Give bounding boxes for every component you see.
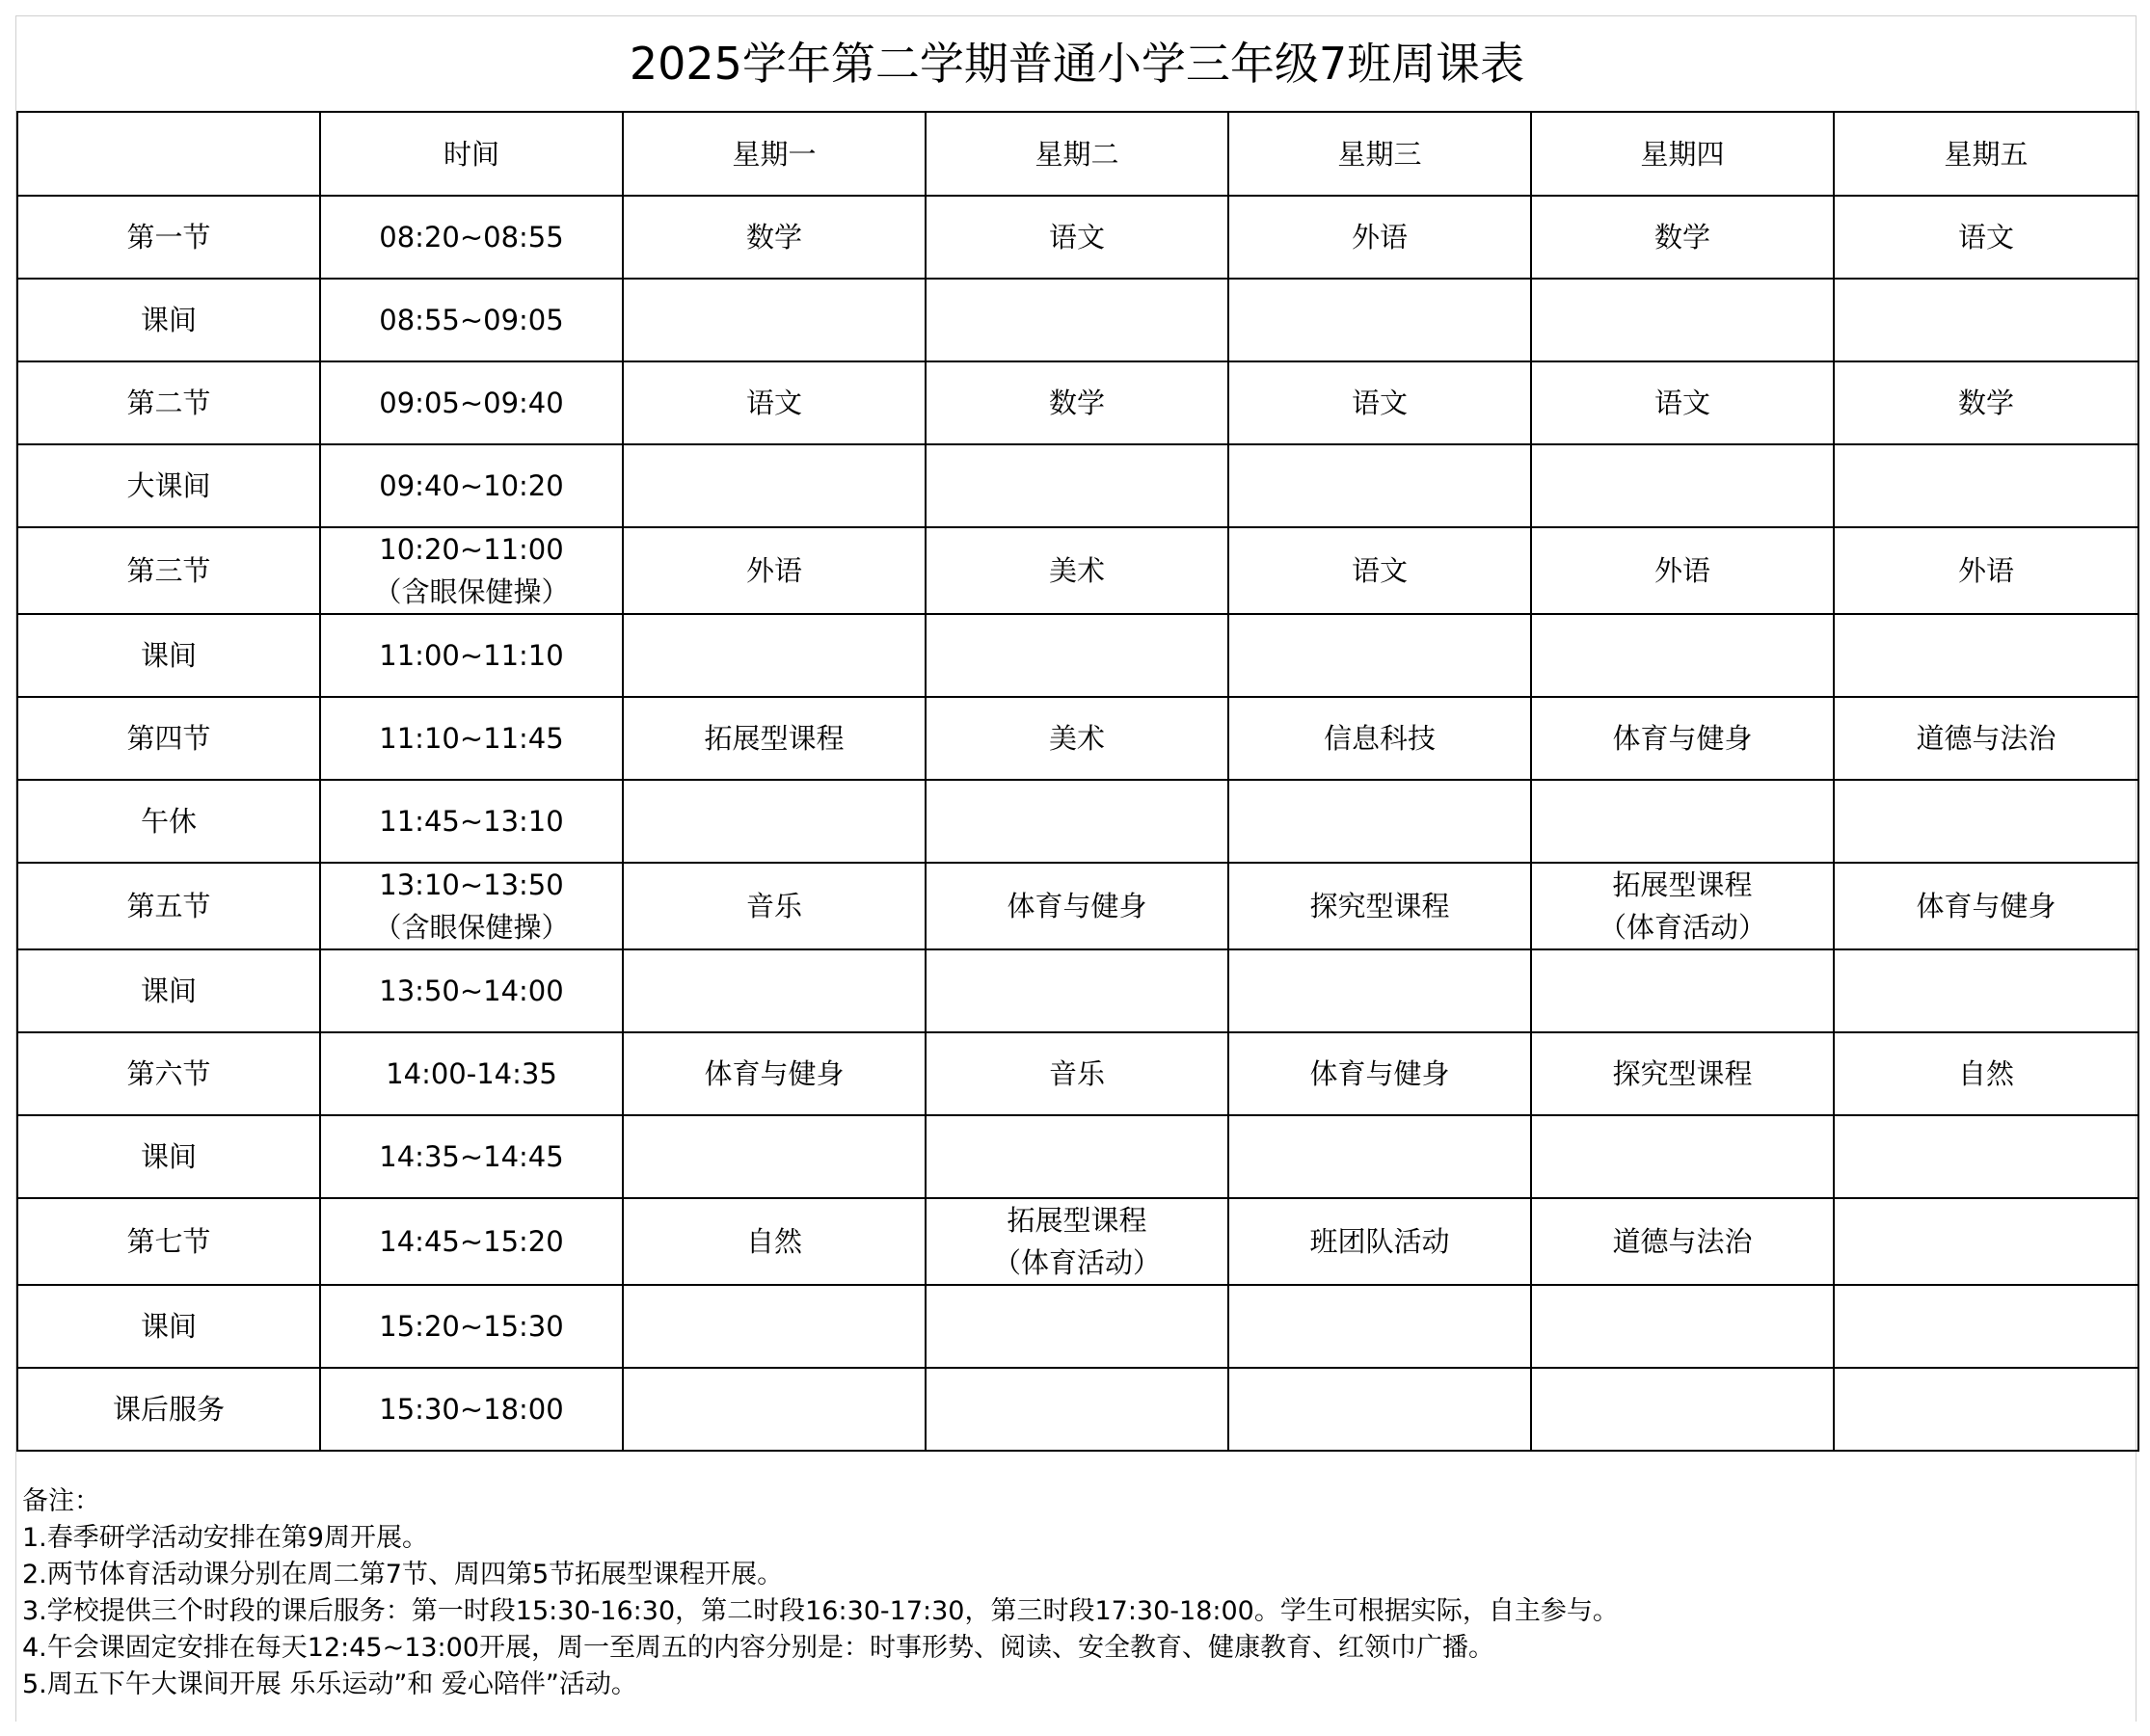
time-note: （含眼保健操）: [373, 575, 570, 608]
subject-cell: [1228, 527, 1531, 614]
time-cell: [320, 1198, 623, 1285]
time-range: 13:50~14:00: [379, 975, 564, 1007]
period-cell: 第一节: [17, 196, 320, 279]
subject-cell: [1531, 1368, 1834, 1451]
header-day-tue: 星期二: [926, 112, 1228, 196]
subject-cell: [1834, 1032, 2138, 1115]
schedule-row: [17, 1032, 2138, 1115]
subject-cell: [623, 780, 926, 863]
subject-cell: [1834, 444, 2138, 527]
time-range: 09:05~09:40: [379, 387, 564, 419]
subject-cell: [623, 196, 926, 279]
subject-cell: [623, 1368, 926, 1451]
period-cell: 课后服务: [17, 1368, 320, 1451]
subject-text: 美术: [1048, 554, 1105, 587]
period-cell: 第七节: [17, 1198, 320, 1285]
header-day-fri: 星期五: [1834, 112, 2138, 196]
subject-cell: [926, 1032, 1228, 1115]
subject-text: 自然: [1957, 1057, 2014, 1090]
time-cell: [320, 697, 623, 780]
subject-cell: [623, 1115, 926, 1198]
subject-cell: [1531, 1115, 1834, 1198]
subject-cell: [1834, 949, 2138, 1032]
schedule-row: [17, 1285, 2138, 1368]
subject-cell: [1228, 279, 1531, 361]
time-cell: [320, 361, 623, 444]
subject-cell: [1228, 1368, 1531, 1451]
subject-cell: [1834, 780, 2138, 863]
subject-cell: [1228, 444, 1531, 527]
subject-text: （体育活动）: [992, 1246, 1161, 1279]
time-cell: [320, 1285, 623, 1368]
subject-cell: [1228, 1032, 1531, 1115]
subject-cell: [926, 697, 1228, 780]
time-range: 08:55~09:05: [379, 304, 564, 336]
schedule-row: [17, 614, 2138, 697]
subject-text: 语文: [745, 387, 802, 419]
time-range: 11:45~13:10: [379, 805, 564, 838]
subject-cell: [926, 279, 1228, 361]
subject-text: 道德与法治: [1612, 1225, 1753, 1258]
notes-heading: 备注：: [22, 1486, 100, 1516]
subject-text: 班团队活动: [1309, 1225, 1450, 1258]
subject-cell: [926, 614, 1228, 697]
schedule-row: [17, 697, 2138, 780]
subject-text: 体育与健身: [1916, 890, 2056, 922]
subject-cell: [1531, 780, 1834, 863]
subject-cell: [1531, 527, 1834, 614]
subject-cell: [926, 949, 1228, 1032]
time-range: 11:00~11:10: [379, 639, 564, 672]
period-cell: 课间: [17, 1285, 320, 1368]
subject-cell: [1228, 863, 1531, 949]
subject-cell: [1228, 361, 1531, 444]
subject-cell: [1228, 1115, 1531, 1198]
subject-text: 拓展型课程: [704, 722, 845, 755]
subject-cell: [623, 1198, 926, 1285]
period-cell: 第五节: [17, 863, 320, 949]
header-day-thu: 星期四: [1531, 112, 1834, 196]
time-range: 14:45~15:20: [379, 1225, 564, 1258]
time-cell: [320, 614, 623, 697]
period-cell: 课间: [17, 614, 320, 697]
subject-text: 外语: [1653, 554, 1710, 587]
note-item: 5.周五下午大课间开展 乐乐运动”和 爱心陪伴”活动。: [22, 1669, 637, 1699]
subject-text: 数学: [1048, 387, 1105, 419]
note-item: 3.学校提供三个时段的课后服务：第一时段15:30-16:30，第二时段16:30-17:30，第三时段17:30-18:00。学生可根据实际，自主参与。: [22, 1596, 1619, 1626]
subject-cell: [926, 1115, 1228, 1198]
subject-text: 语文: [1653, 387, 1710, 419]
schedule-row: [17, 444, 2138, 527]
page-title: 2025学年第二学期普通小学三年级7班周课表: [629, 38, 1525, 90]
time-range: 13:10~13:50: [379, 868, 564, 901]
time-range: 14:35~14:45: [379, 1140, 564, 1173]
note-item: 1.春季研学活动安排在第9周开展。: [22, 1523, 428, 1553]
subject-text: 数学: [1653, 221, 1710, 254]
header-day-wed: 星期三: [1228, 112, 1531, 196]
note-item: 2.两节体育活动课分别在周二第7节、周四第5节拓展型课程开展。: [22, 1560, 784, 1589]
time-range: 15:20~15:30: [379, 1310, 564, 1343]
subject-text: 外语: [745, 554, 802, 587]
subject-cell: [926, 1368, 1228, 1451]
schedule-row: [17, 279, 2138, 361]
subject-cell: [1531, 614, 1834, 697]
subject-cell: [623, 444, 926, 527]
schedule-row: [17, 361, 2138, 444]
schedule-row: [17, 527, 2138, 614]
subject-cell: [623, 863, 926, 949]
time-cell: [320, 949, 623, 1032]
schedule-row: [17, 1115, 2138, 1198]
subject-text: 语文: [1957, 221, 2014, 254]
time-range: 15:30~18:00: [379, 1393, 564, 1426]
time-range: 10:20~11:00: [379, 533, 564, 566]
subject-text: 数学: [1957, 387, 2014, 419]
subject-text: （体育活动）: [1598, 911, 1766, 944]
subject-cell: [1531, 863, 1834, 949]
time-cell: [320, 444, 623, 527]
period-cell: 第二节: [17, 361, 320, 444]
subject-cell: [623, 279, 926, 361]
subject-cell: [1834, 361, 2138, 444]
subject-cell: [1228, 697, 1531, 780]
subject-cell: [1834, 614, 2138, 697]
schedule-row: [17, 1198, 2138, 1285]
subject-cell: [623, 527, 926, 614]
subject-cell: [1531, 1032, 1834, 1115]
time-cell: [320, 527, 623, 614]
schedule-row: [17, 949, 2138, 1032]
subject-cell: [1531, 361, 1834, 444]
subject-text: 道德与法治: [1916, 722, 2056, 755]
subject-cell: [926, 361, 1228, 444]
subject-cell: [1834, 697, 2138, 780]
subject-cell: [1531, 444, 1834, 527]
subject-text: 拓展型课程: [1612, 868, 1753, 901]
period-cell: 第三节: [17, 527, 320, 614]
subject-cell: [1834, 1198, 2138, 1285]
subject-cell: [623, 949, 926, 1032]
subject-cell: [1531, 697, 1834, 780]
subject-text: 语文: [1048, 221, 1105, 254]
time-range: 11:10~11:45: [379, 722, 564, 755]
time-note: （含眼保健操）: [373, 911, 570, 944]
time-range: 08:20~08:55: [379, 221, 564, 254]
subject-cell: [926, 1285, 1228, 1368]
subject-cell: [1834, 279, 2138, 361]
subject-cell: [1834, 196, 2138, 279]
subject-cell: [1531, 1198, 1834, 1285]
header-row: [17, 112, 2138, 196]
header-day-mon: 星期一: [623, 112, 926, 196]
time-range: 14:00-14:35: [386, 1057, 557, 1090]
subject-cell: [1228, 196, 1531, 279]
schedule-row: [17, 196, 2138, 279]
subject-cell: [926, 527, 1228, 614]
schedule-row: [17, 1368, 2138, 1451]
subject-cell: [1531, 1285, 1834, 1368]
schedule-table: [16, 111, 2139, 1452]
subject-cell: [1834, 1115, 2138, 1198]
subject-cell: [1228, 614, 1531, 697]
time-cell: [320, 863, 623, 949]
subject-text: 探究型课程: [1309, 890, 1450, 922]
subject-text: 体育与健身: [704, 1057, 845, 1090]
subject-text: 数学: [745, 221, 802, 254]
header-time: 时间: [320, 112, 623, 196]
subject-cell: [1834, 527, 2138, 614]
subject-text: 语文: [1351, 554, 1408, 587]
subject-text: 音乐: [1048, 1057, 1105, 1090]
subject-cell: [926, 196, 1228, 279]
schedule-row: [17, 780, 2138, 863]
subject-text: 外语: [1957, 554, 2014, 587]
period-cell: 课间: [17, 1115, 320, 1198]
period-cell: 第六节: [17, 1032, 320, 1115]
subject-cell: [623, 697, 926, 780]
period-cell: 课间: [17, 279, 320, 361]
subject-text: 美术: [1048, 722, 1105, 755]
subject-cell: [926, 863, 1228, 949]
subject-cell: [1531, 196, 1834, 279]
period-cell: 大课间: [17, 444, 320, 527]
subject-cell: [1228, 1198, 1531, 1285]
subject-cell: [623, 1285, 926, 1368]
schedule-body: [17, 196, 2138, 1451]
subject-cell: [1228, 949, 1531, 1032]
subject-text: 音乐: [745, 890, 802, 922]
period-cell: 第四节: [17, 697, 320, 780]
subject-text: 信息科技: [1323, 722, 1436, 755]
subject-cell: [926, 444, 1228, 527]
timetable-sheet: [15, 15, 2137, 1722]
subject-text: 语文: [1351, 387, 1408, 419]
subject-text: 体育与健身: [1612, 722, 1753, 755]
subject-cell: [1228, 1285, 1531, 1368]
header-blank-cell: [17, 112, 320, 196]
time-cell: [320, 1032, 623, 1115]
schedule-row: [17, 863, 2138, 949]
subject-cell: [1834, 1285, 2138, 1368]
subject-cell: [623, 361, 926, 444]
notes-section: [22, 1483, 2124, 1703]
period-cell: 课间: [17, 949, 320, 1032]
subject-text: 拓展型课程: [1007, 1204, 1147, 1237]
subject-text: 探究型课程: [1612, 1057, 1753, 1090]
subject-cell: [623, 1032, 926, 1115]
period-cell: 午休: [17, 780, 320, 863]
subject-text: 外语: [1351, 221, 1408, 254]
subject-cell: [623, 614, 926, 697]
time-cell: [320, 780, 623, 863]
time-cell: [320, 279, 623, 361]
time-cell: [320, 196, 623, 279]
subject-cell: [1834, 1368, 2138, 1451]
subject-cell: [926, 1198, 1228, 1285]
time-range: 09:40~10:20: [379, 469, 564, 502]
subject-cell: [1531, 279, 1834, 361]
time-cell: [320, 1368, 623, 1451]
subject-text: 体育与健身: [1309, 1057, 1450, 1090]
subject-text: 自然: [745, 1225, 802, 1258]
note-item: 4.午会课固定安排在每天12:45~13:00开展，周一至周五的内容分别是：时事形势、阅读、安全教育、健康教育、红领巾广播。: [22, 1633, 1495, 1663]
time-cell: [320, 1115, 623, 1198]
subject-cell: [1834, 863, 2138, 949]
subject-cell: [1228, 780, 1531, 863]
subject-cell: [926, 780, 1228, 863]
subject-text: 体育与健身: [1007, 890, 1147, 922]
subject-cell: [1531, 949, 1834, 1032]
